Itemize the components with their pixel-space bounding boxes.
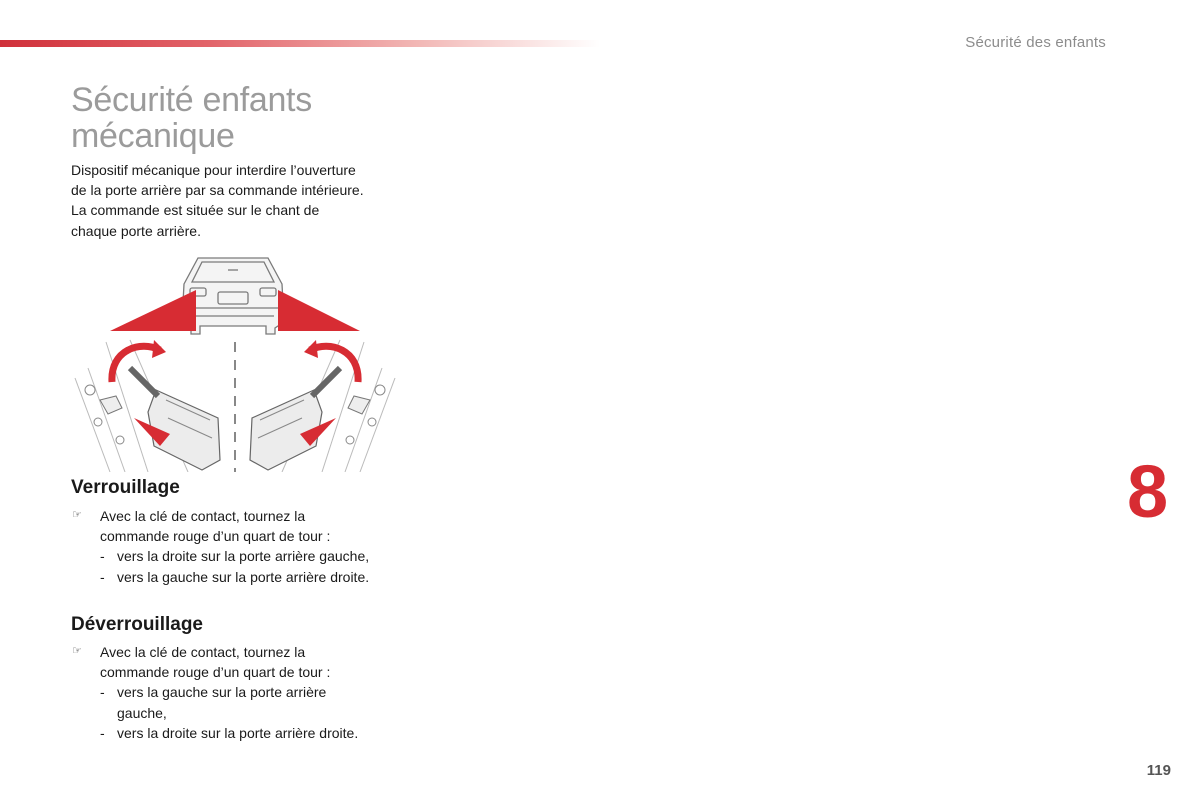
page-title-line: Sécurité enfants: [71, 81, 312, 119]
hand-pointer-icon: ☞: [72, 509, 82, 521]
chapter-number: 8: [1127, 450, 1169, 533]
sub-list-item: [71, 546, 411, 566]
list-dash: -: [100, 684, 105, 701]
sub-item-line: vers la gauche sur la porte arrière droite.: [117, 568, 370, 585]
page-title-line: mécanique: [71, 117, 235, 155]
page-title: [71, 82, 312, 154]
car-rear-icon: [182, 258, 284, 334]
intro-line: La commande est située sur le chant de: [71, 202, 320, 219]
deverrouillage-instructions: [71, 642, 411, 743]
section-header-title: Sécurité des enfants: [965, 34, 1106, 51]
list-dash: -: [100, 548, 105, 565]
instruction-bullet: [71, 506, 411, 546]
section-heading-verrouillage: Verrouillage: [71, 477, 180, 498]
header-accent-bar: [0, 40, 600, 47]
section-heading-deverrouillage: Déverrouillage: [71, 614, 203, 635]
sub-list-item: [71, 567, 411, 587]
sub-list-item: [71, 723, 411, 743]
sub-item-line: vers la droite sur la porte arrière gauche,: [117, 548, 370, 565]
verrouillage-instructions: [71, 506, 411, 587]
right-door-lock-detail: [250, 340, 395, 472]
instruction-line: Avec la clé de contact, tournez la: [100, 644, 306, 660]
list-dash: -: [100, 724, 105, 741]
sub-item-line: vers la droite sur la porte arrière droite.: [117, 724, 359, 741]
intro-line: chaque porte arrière.: [71, 222, 201, 239]
instruction-line: commande rouge d’un quart de tour :: [100, 528, 331, 545]
page-number: 119: [1146, 762, 1171, 779]
intro-paragraph: [71, 160, 411, 241]
sub-item-line: vers la gauche sur la porte arrière: [117, 684, 327, 701]
list-dash: -: [100, 568, 105, 585]
intro-line: de la porte arrière par sa commande intérieure.: [71, 182, 364, 199]
instruction-line: Avec la clé de contact, tournez la: [100, 508, 306, 524]
sub-list-item: [71, 682, 411, 722]
intro-line: Dispositif mécanique pour interdire l’ouverture: [71, 162, 356, 178]
sub-item-line: gauche,: [117, 704, 167, 721]
hand-pointer-icon: ☞: [72, 645, 82, 657]
left-door-lock-detail: [75, 340, 220, 472]
child-lock-illustration: [70, 250, 400, 472]
instruction-bullet: [71, 642, 411, 682]
instruction-line: commande rouge d’un quart de tour :: [100, 664, 331, 681]
right-indicator-triangle: [278, 290, 360, 331]
